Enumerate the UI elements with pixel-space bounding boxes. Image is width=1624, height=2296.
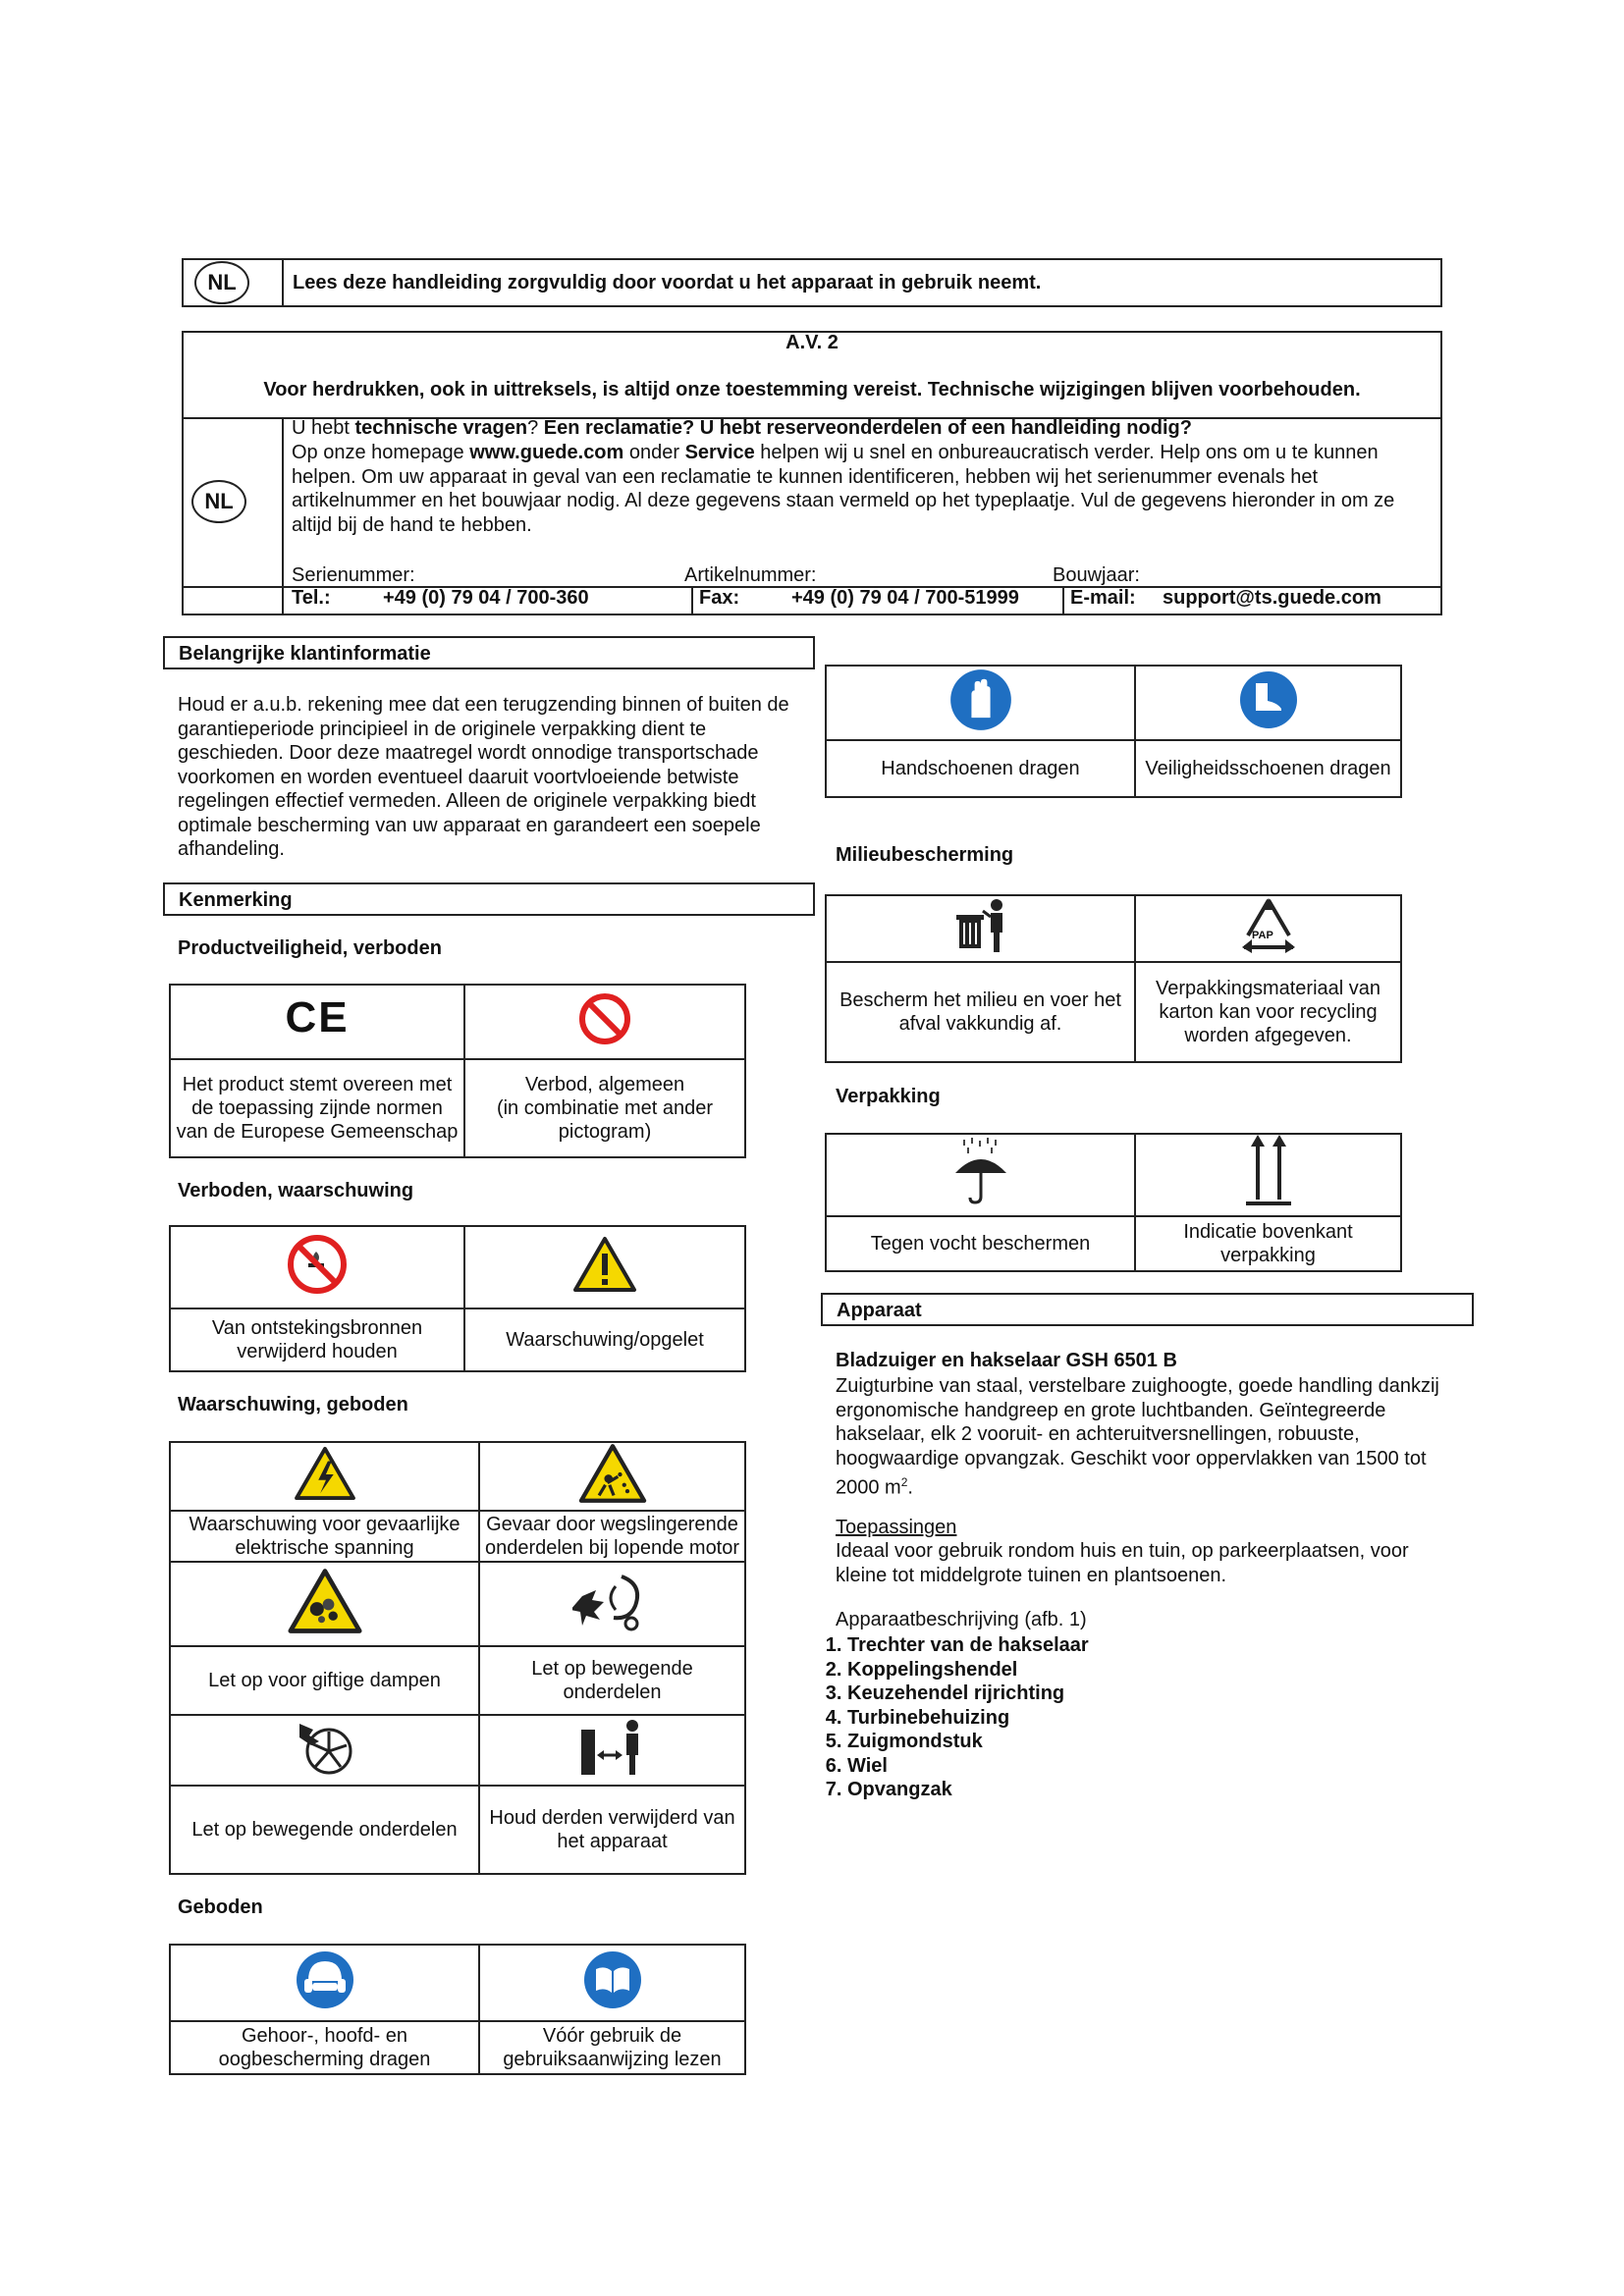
keep-distance-icon xyxy=(577,1716,648,1779)
this-side-up-text: Indicatie bovenkant verpakking xyxy=(1135,1216,1401,1271)
product-name: Bladzuiger en hakselaar GSH 6501 B xyxy=(836,1350,1177,1371)
environment-table xyxy=(825,894,1402,1063)
list-item: 6. Wiel xyxy=(847,1754,1089,1779)
gloves-icon xyxy=(948,667,1013,732)
packaging-heading: Verpakking xyxy=(836,1086,941,1107)
prohibited-warning-heading: Verboden, waarschuwing xyxy=(178,1180,414,1201)
flying-debris-icon xyxy=(577,1443,648,1504)
customer-info-text: Houd er a.u.b. rekening mee dat een terugzending binnen of buiten de garantieperiode principieel in de originele verpakking dient te geschieden. Door deze maatregel wordt onnodige transportschade voorkomen en worden eventueel daaruit voortvloeiende betwiste regelingen effectief vermeden. Alleen de originele verpakking biedt optimale bescherming van uw apparaat en garandeert een soepele afhandeling. xyxy=(178,694,789,860)
list-item: 5. Zuigmondstuk xyxy=(847,1730,1089,1754)
ce-mark-icon: CE xyxy=(285,993,350,1041)
contact-divider-1 xyxy=(691,586,693,615)
moisture-text: Tegen vocht beschermen xyxy=(826,1216,1135,1271)
product-description: Zuigturbine van staal, verstelbare zuighoogte, goede handling dankzij ergonomische handgreep en grote luchtbanden. Geïntegreerde hakselaar, elk 2 vooruit- en achteruitversnellingen, robuuste, hoogwaardige opvangzak. Geschikt voor oppervlakken van 1500 tot 2000 $m^2$. xyxy=(836,1375,1439,1499)
general-prohibition-text: Verbod, algemeen (in combinatie met ander pictogram) xyxy=(464,1059,745,1157)
packaging-table xyxy=(825,1133,1402,1272)
boots-text: Veiligheidsschoenen dragen xyxy=(1135,740,1401,797)
ppe-text: Gehoor-, hoofd- en oogbescherming dragen xyxy=(170,2021,479,2074)
ce-text: Het product stemt overeen met de toepassing zijnde normen van de Europese Gemeenschap xyxy=(170,1059,464,1157)
contact-divider-2 xyxy=(1062,586,1064,615)
moving-parts-icon xyxy=(572,1567,653,1635)
recycling-label: PAP xyxy=(1252,930,1273,941)
warning-mandatory-heading: Waarschuwing, geboden xyxy=(178,1394,408,1415)
read-manual-icon xyxy=(582,1949,643,2010)
list-item: 7. Opvangzak xyxy=(847,1778,1089,1802)
intro-divider xyxy=(282,258,284,307)
rotating-blade-icon xyxy=(294,1716,356,1779)
fax-label: Fax: xyxy=(699,587,740,609)
device-description-heading: Apparaatbeschrijving (afb. 1) xyxy=(836,1609,1087,1630)
device-heading: Apparaat xyxy=(821,1293,1474,1326)
list-item: 2. Koppelingshendel xyxy=(847,1658,1089,1682)
tel-value: +49 (0) 79 04 / 700-360 xyxy=(383,587,589,609)
ignition-text: Van ontstekingsbronnen verwijderd houden xyxy=(170,1308,464,1371)
environment-heading: Milieubescherming xyxy=(836,844,1014,866)
keep-away-text: Houd derden verwijderd van het apparaat xyxy=(479,1786,745,1874)
service-question: U hebt technische vragen? Een reclamatie? U hebt reserveonderdelen of een handleiding nodig? xyxy=(292,417,1192,439)
no-ignition-sources-icon xyxy=(287,1234,348,1295)
document-code: A.V. 2 xyxy=(785,332,839,353)
prohibited-warning-table xyxy=(169,1225,746,1372)
article-number-label: Artikelnummer: xyxy=(684,564,817,586)
nl-language-badge: NL xyxy=(194,261,249,304)
recycle-text: Verpakkingsmateriaal van karton kan voor recycling worden afgegeven. xyxy=(1135,962,1401,1062)
applications-heading: Toepassingen xyxy=(836,1517,957,1538)
this-side-up-icon xyxy=(1242,1135,1295,1209)
toxic-fumes-icon xyxy=(287,1568,363,1634)
fax-value: +49 (0) 79 04 / 700-51999 xyxy=(791,587,1019,609)
tel-label: Tel.: xyxy=(292,587,331,609)
warning-text: Waarschuwing/opgelet xyxy=(464,1308,745,1371)
moving-parts-text-2: Let op bewegende onderdelen xyxy=(170,1786,479,1874)
fumes-text: Let op voor giftige dampen xyxy=(170,1646,479,1715)
list-item: 3. Keuzehendel rijrichting xyxy=(847,1682,1089,1706)
mandatory-heading: Geboden xyxy=(178,1896,263,1918)
prohibited-table xyxy=(169,984,746,1158)
list-item: 1. Trechter van de hakselaar xyxy=(847,1633,1089,1658)
hearing-head-eye-protection-icon xyxy=(295,1949,355,2010)
customer-info-heading: Belangrijke klantinformatie xyxy=(163,636,815,669)
service-paragraph: Op onze homepage www.guede.com onder Service helpen wij u snel en onbureaucratisch verder. Help ons om u te kunnen helpen. Om uw apparaat in geval van een reclamatie te kunnen identificeren, hebben wij het serienummer evenals het artikelnummer en het bouwjaar nodig. Al deze gegevens staan vermeld op het typeplaatje. Vul de gegevens hieronder in om ze altijd bij de hand te hebben. xyxy=(292,442,1395,536)
applications-text: Ideaal voor gebruik rondom huis en tuin, op parkeerplaatsen, voor kleine tot middelgrote tuinen en plantsoenen. xyxy=(836,1540,1409,1586)
safety-shoes-icon xyxy=(1238,669,1299,730)
email-label: E-mail: xyxy=(1070,587,1136,609)
flying-parts-text: Gevaar door wegslingerende onderdelen bij lopende motor xyxy=(479,1511,745,1562)
umbrella-icon xyxy=(951,1138,1010,1206)
environment-text: Bescherm het milieu en voer het afval vakkundig af. xyxy=(826,962,1135,1062)
intro-text: Lees deze handleiding zorgvuldig door voordat u het apparaat in gebruik neemt. xyxy=(293,272,1042,294)
gloves-text: Handschoenen dragen xyxy=(826,740,1135,797)
electric-voltage-icon xyxy=(294,1446,356,1501)
serial-number-label: Serienummer: xyxy=(292,564,415,586)
prohibited-heading: Productveiligheid, verboden xyxy=(178,937,442,959)
parts-list xyxy=(814,1633,1089,1802)
marking-heading: Kenmerking xyxy=(163,882,815,916)
warning-mandatory-table xyxy=(169,1441,746,1875)
build-year-label: Bouwjaar: xyxy=(1053,564,1140,586)
voltage-text: Waarschuwing voor gevaarlijke elektrische spanning xyxy=(170,1511,479,1562)
warning-icon xyxy=(572,1236,637,1293)
mandatory-table xyxy=(169,1944,746,2075)
ppe-table xyxy=(825,665,1402,798)
read-manual-text: Vóór gebruik de gebruiksaanwijzing lezen xyxy=(479,2021,745,2074)
homepage-link[interactable]: www.guede.com xyxy=(469,442,624,463)
prohibition-icon xyxy=(578,992,631,1045)
list-item: 4. Turbinebehuizing xyxy=(847,1706,1089,1731)
dispose-waste-icon xyxy=(951,897,1010,954)
moving-parts-text-1: Let op bewegende onderdelen xyxy=(479,1646,745,1715)
reprint-notice: Voor herdrukken, ook in uittreksels, is altijd onze toestemming vereist. Technische wijzigingen blijven voorbehouden. xyxy=(263,379,1361,400)
email-value[interactable]: support@ts.guede.com xyxy=(1163,587,1381,609)
nl-language-badge-2: NL xyxy=(191,480,246,523)
